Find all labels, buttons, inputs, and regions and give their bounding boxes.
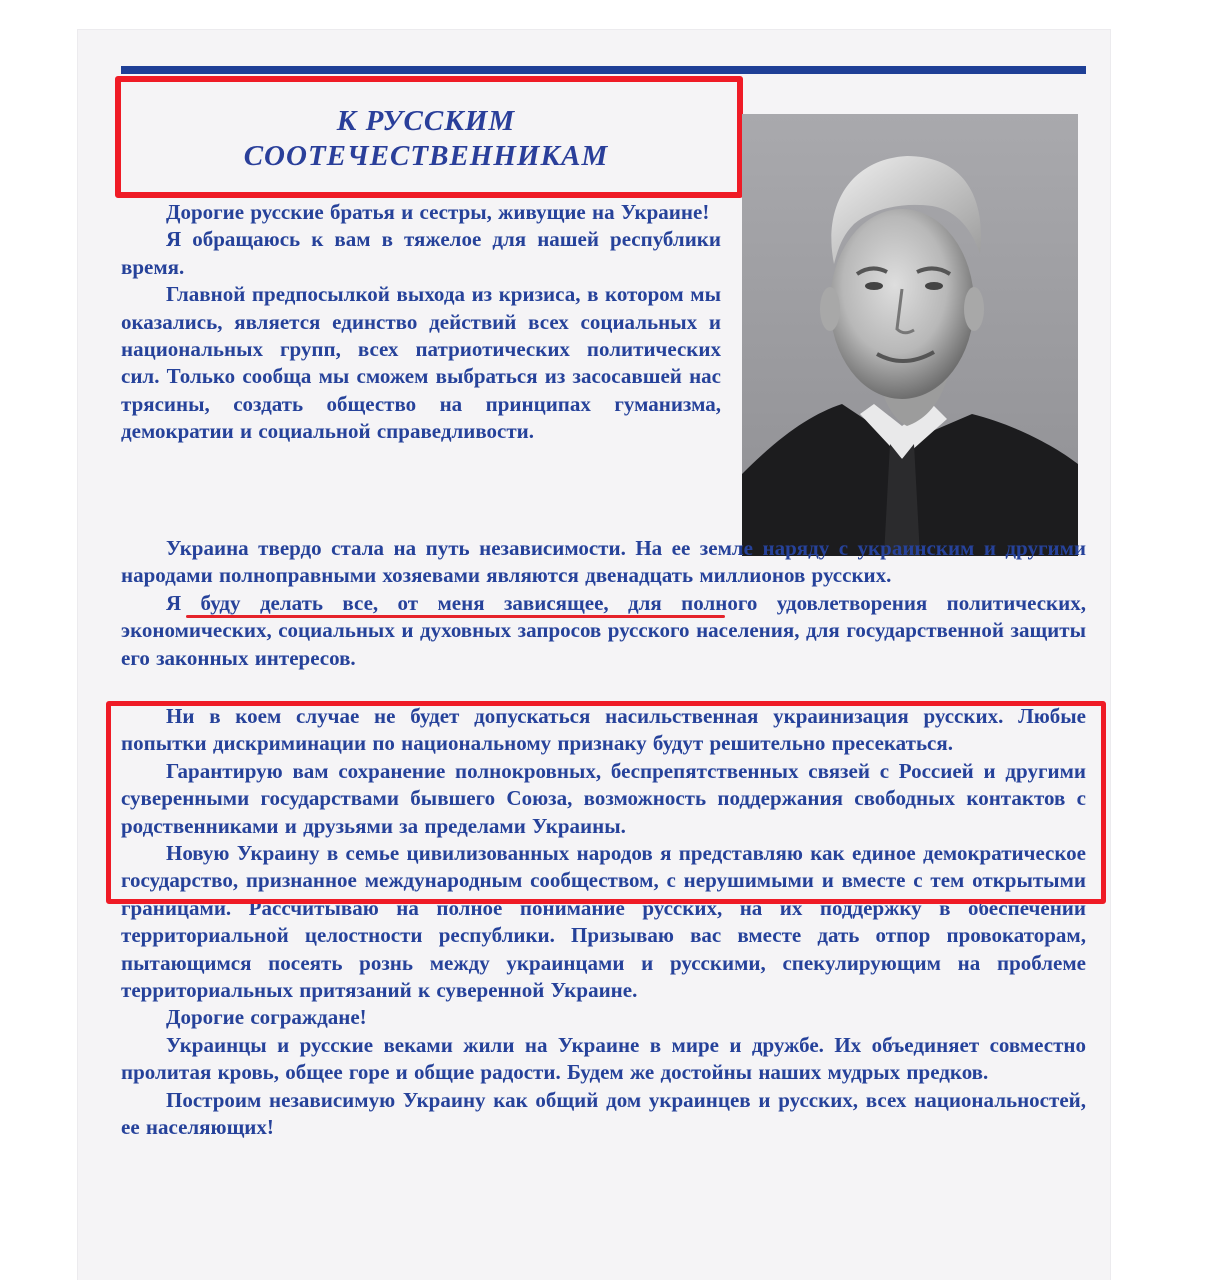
- appeal-paragraph: Я обращаюсь к вам в тяжелое для нашей республики время.: [121, 227, 721, 279]
- crisis-paragraph: Главной предпосылкой выхода из кризиса, в котором мы оказались, является единство действий всех социальных и национальных групп, всех патриотических политических сил. Только сообща мы сможем выбраться из засосавшей нас трясины, создать общество на принципах гуманизма, демократии и социальной справедливости.: [121, 282, 721, 444]
- friendship-paragraph: Украинцы и русские веками жили на Украине в мире и дружбе. Их объединяет совместно пролитая кровь, общее горе и общие радости. Будем же достойны наших мудрых предков.: [121, 1032, 1086, 1085]
- portrait-image: [742, 114, 1078, 556]
- top-blue-rule: [121, 66, 1086, 74]
- independence-paragraphs: [121, 535, 1086, 672]
- guarantee-highlight-box: [106, 701, 1106, 904]
- greeting-paragraph: Дорогие русские братья и сестры, живущие на Украине!: [166, 200, 710, 224]
- new-ukraine-paragraph: Новую Украину в семье цивилизованных народов я представляю как единое демократическое государство, признанное международным сообществом, с нерушимыми и вместе с тем открытыми границами. Рассчитываю на полное понимание русских, на их поддержку в обеспечении территориальной целостности республики. Призываю вас вместе дать отпор провокаторам, пытающимся посеять рознь между украинцами и русскими, спекулирующим на проблеме территориальных притязаний к суверенной Украине.: [121, 841, 1086, 1003]
- independence-paragraph: Украина твердо стала на путь независимости. На ее земле наряду с украинским и другими народами полноправными хозяевами являются двенадцать миллионов русских.: [121, 536, 1086, 588]
- commitment-paragraph: Я буду делать все, от меня зависящее, для полного удовлетворения политических, экономических, социальных и духовных запросов русского населения, для государственной защиты его законных интересов.: [121, 590, 1086, 670]
- no-forced-ukrainization-paragraph: Ни в коем случае не будет допускаться насильственная украинизация русских. Любые попытки дискриминации по национальному признаку будут решительно пресекаться.: [121, 704, 1086, 756]
- handdrawn-underline: [186, 615, 725, 618]
- portrait-photo: [742, 114, 1078, 556]
- intro-paragraphs: [121, 199, 721, 446]
- heading-line-1: К РУССКИМ: [336, 105, 516, 137]
- ties-with-russia-paragraph: Гарантирую вам сохранение полнокровных, беспрепятственных связей с Россией и другими суверенными государствами бывшего Союза, возможность поддержания свободных контактов с родственниками и друзьями за пределами Украины.: [121, 758, 1086, 838]
- fellow-citizens-line: Дорогие сограждане!: [166, 1005, 367, 1030]
- heading-line-2: СООТЕЧЕСТВЕННИКАМ: [243, 140, 609, 172]
- closing-paragraph: Построим независимую Украину как общий дом украинцев и русских, всех национальностей, ее населяющих!: [121, 1087, 1086, 1140]
- heading-highlight-box: [115, 76, 743, 198]
